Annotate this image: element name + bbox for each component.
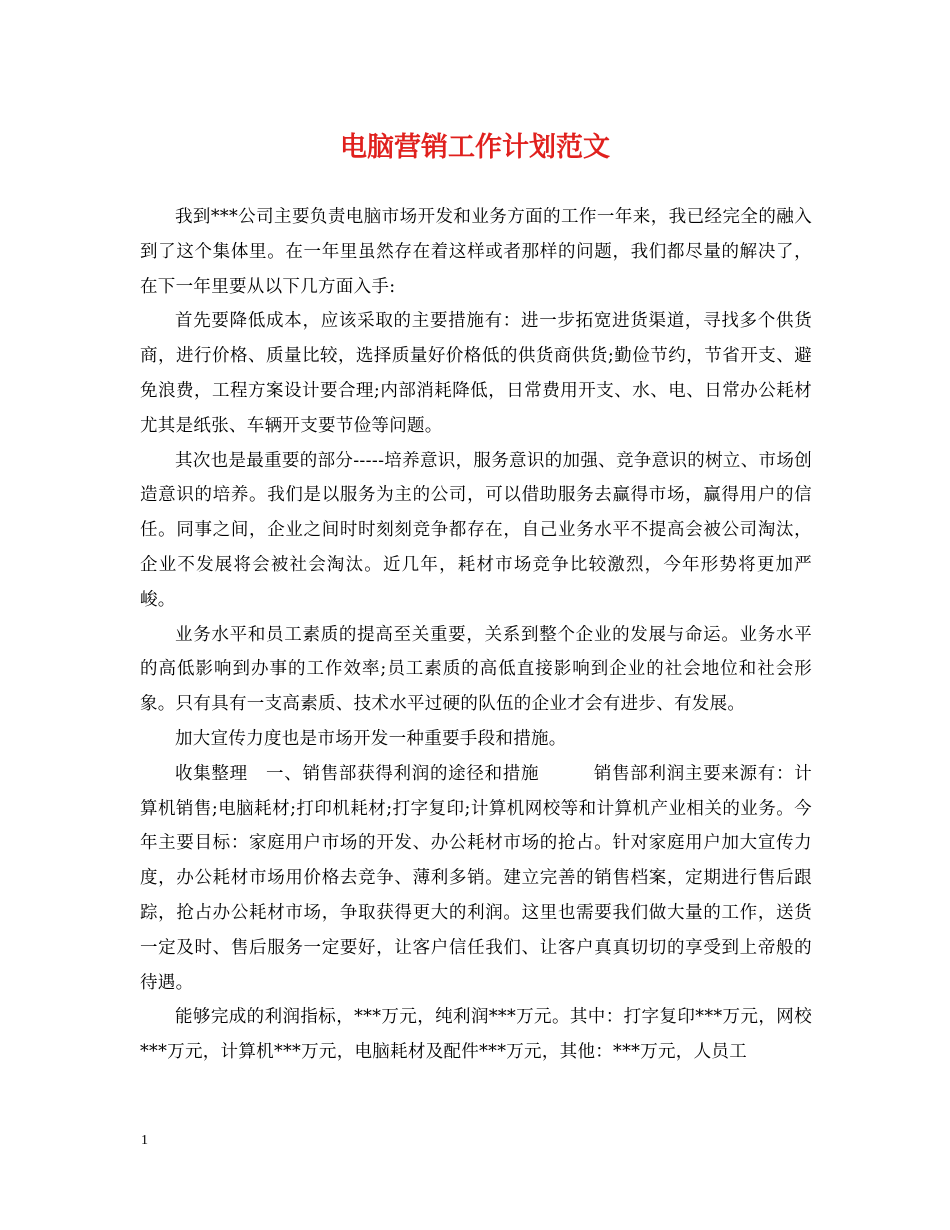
page-number: 1 xyxy=(141,1133,148,1148)
paragraph-awareness: 其次也是最重要的部分-----培养意识，服务意识的加强、竞争意识的树立、市场创造意识的培养。我们是以服务为主的公司，可以借助服务去赢得市场，赢得用户的信任。同事之间，企业之间时时刻刻竞争都存在，自己业务水平不提高会被公司淘汰，企业不发展将会被社会淘汰。近几年，耗材市场竞争比较激烈，今年形势将更加严峻。 xyxy=(140,450,812,610)
paragraph-intro: 我到***公司主要负责电脑市场开发和业务方面的工作一年来，我已经完全的融入到了这个集体里。在一年里虽然存在着这样或者那样的问题，我们都尽量的解决了，在下一年里要从以下几方面入手: xyxy=(140,207,812,297)
document-body xyxy=(140,200,812,1070)
paragraph-staff-quality: 业务水平和员工素质的提高至关重要，关系到整个企业的发展与命运。业务水平的高低影响到办事的工作效率;员工素质的高低直接影响到企业的社会地位和社会形象。只有具有一支高素质、技术水平过硬的队伍的企业才会有进步、有发展。 xyxy=(140,624,812,715)
paragraph-reduce-cost: 首先要降低成本，应该采取的主要措施有：进一步拓宽进货渠道，寻找多个供货商，进行价格、质量比较，选择质量好价格低的供货商供货;勤俭节约，节省开支、避免浪费，工程方案设计要合理;内部消耗降低，日常费用开支、水、电、日常办公耗材尤其是纸张、车辆开支要节俭等问题。 xyxy=(140,311,812,436)
paragraph-profit-sources: 收集整理 一、销售部获得利润的途径和措施 销售部利润主要来源有：计算机销售;电脑耗材;打印机耗材;打字复印;计算机网校等和计算机产业相关的业务。今年主要目标：家庭用户市场的开发、办公耗材市场的抢占。针对家庭用户加大宣传力度，办公耗材市场用价格去竞争、薄利多销。建立完善的销售档案，定期进行售后跟踪，抢占办公耗材市场，争取获得更大的利润。这里也需要我们做大量的工作，送货一定及时、售后服务一定要好，让客户信任我们、让客户真真切切的享受到上帝般的待遇。 xyxy=(140,763,812,993)
paragraph-profit-targets: 能够完成的利润指标，***万元，纯利润***万元。其中：打字复印***万元，网校***万元，计算机***万元，电脑耗材及配件***万元，其他：***万元，人员工 xyxy=(140,1007,812,1063)
page-title: 电脑营销工作计划范文 xyxy=(340,132,610,163)
paragraph-publicity: 加大宣传力度也是市场开发一种重要手段和措施。 xyxy=(175,728,567,749)
